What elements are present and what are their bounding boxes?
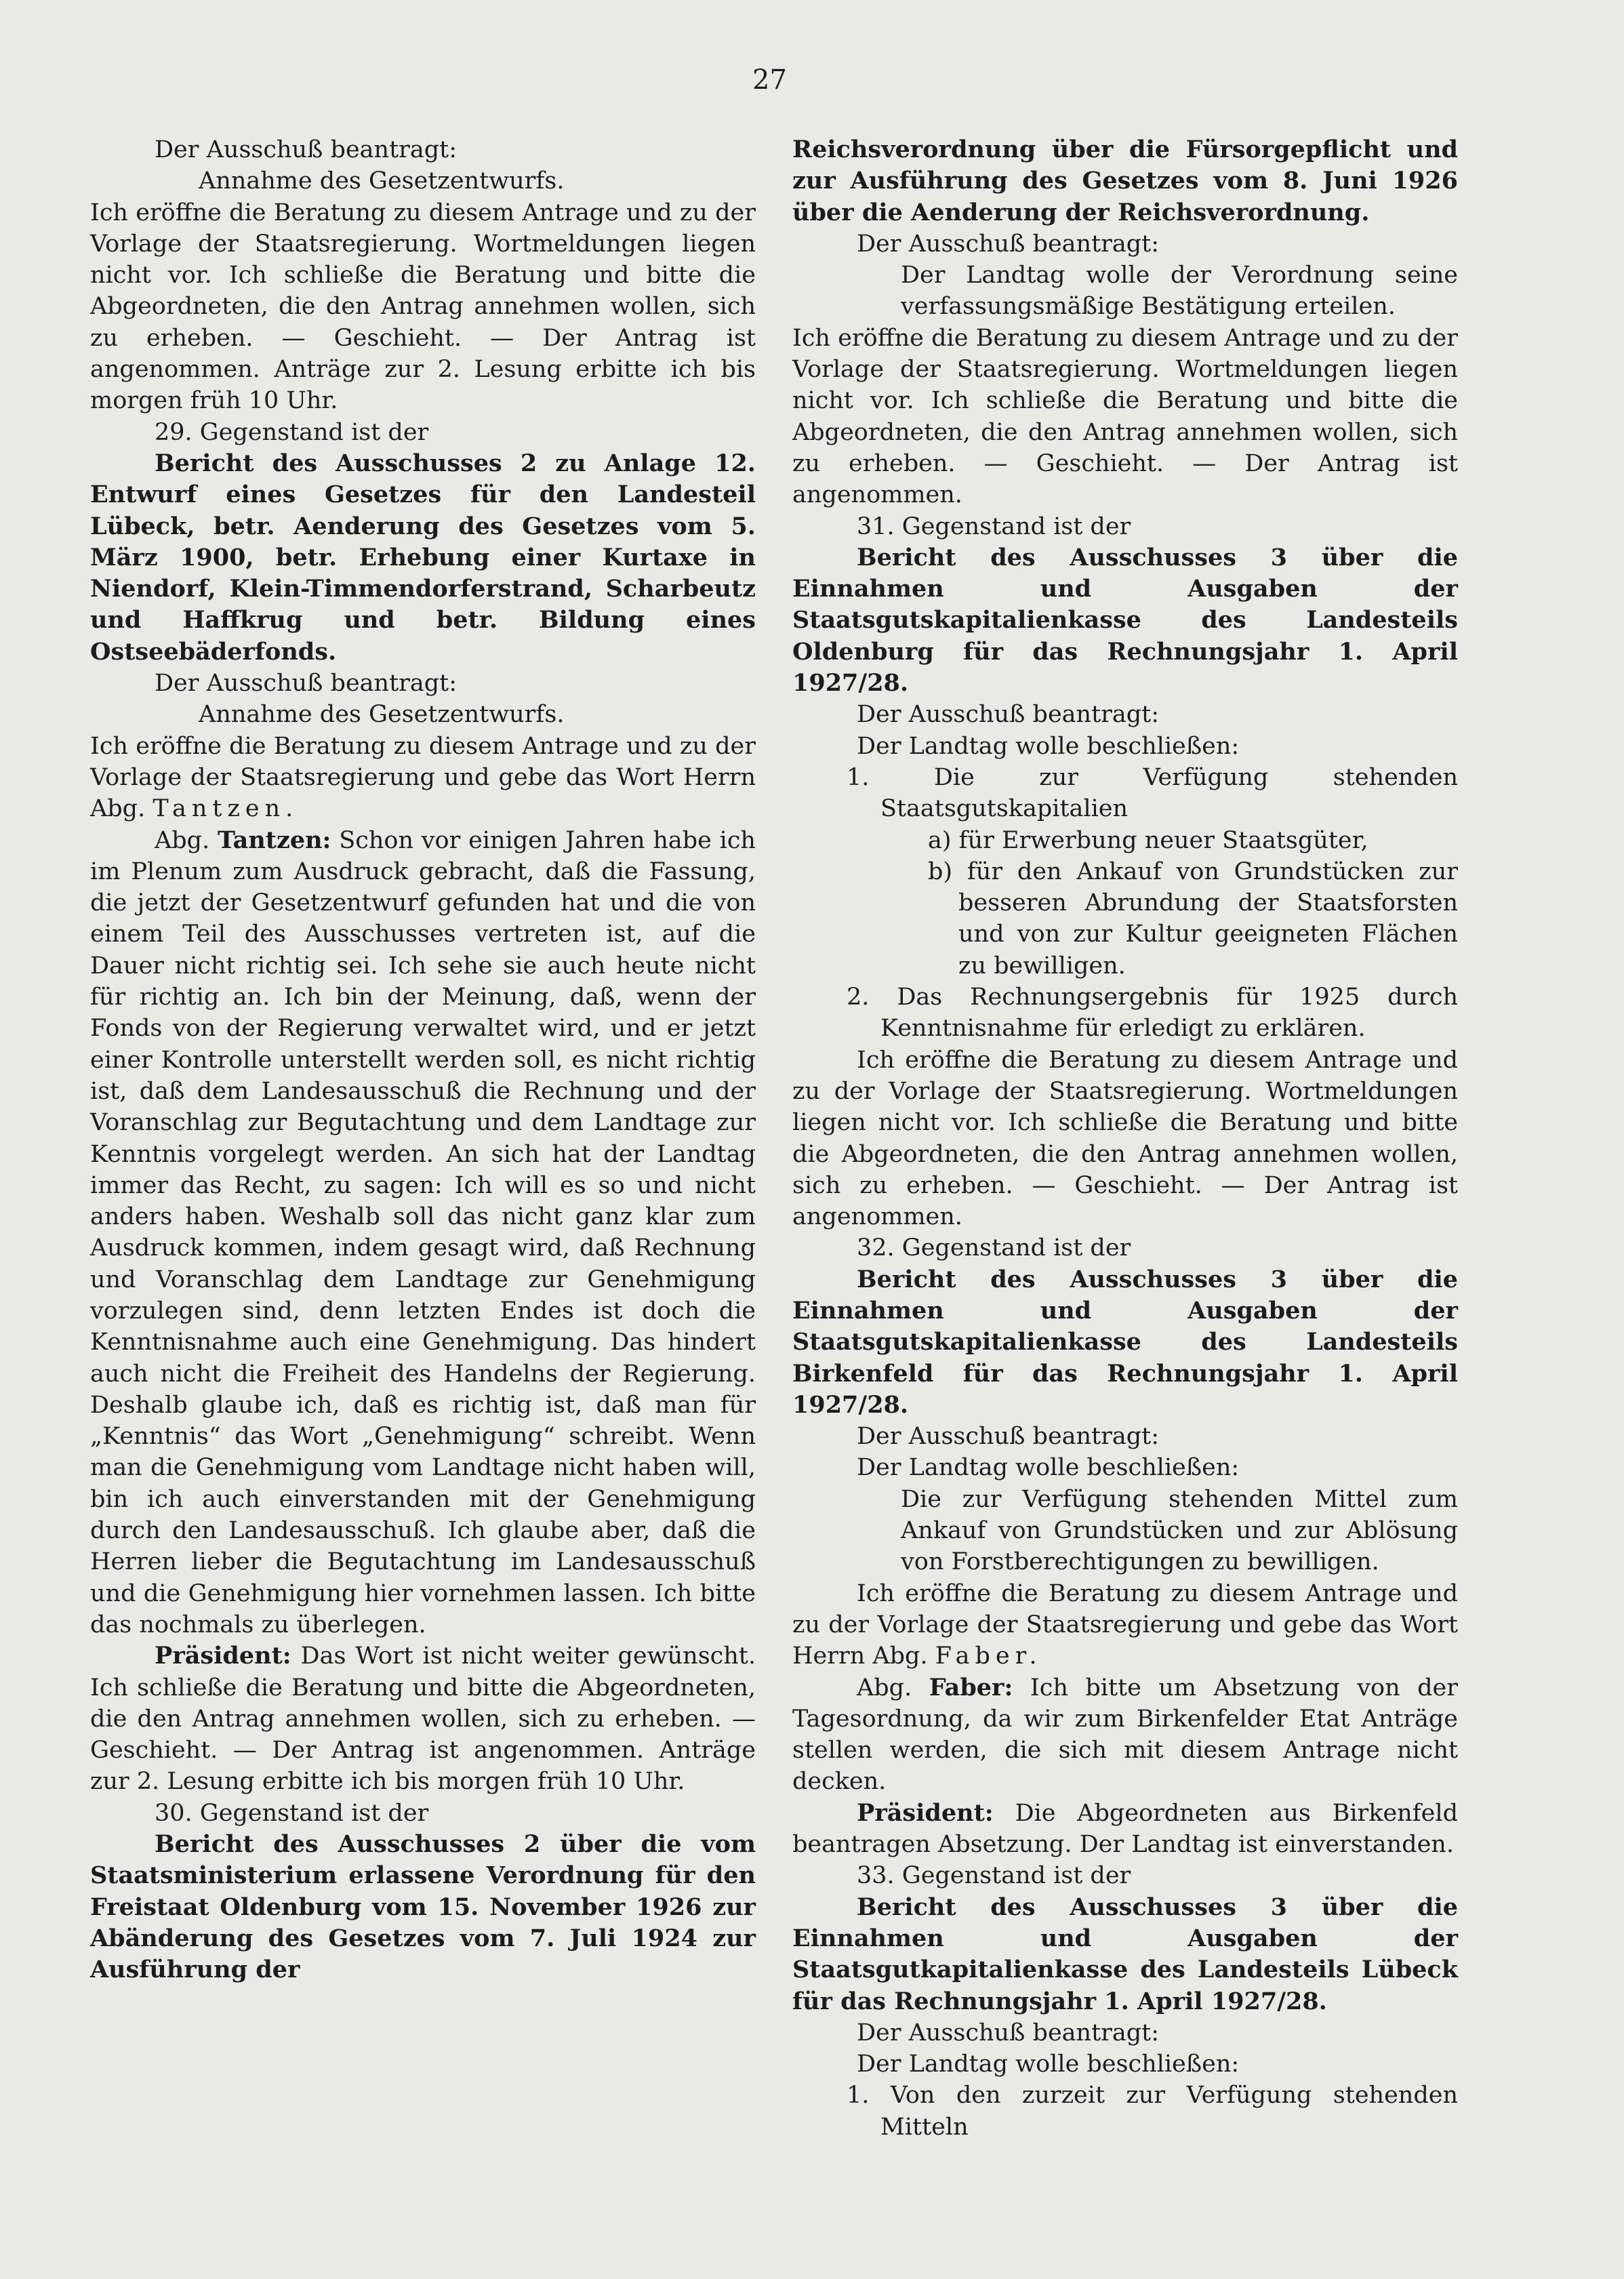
motion-point-1a: a) für Erwerbung neuer Staatsgüter, xyxy=(928,826,1368,854)
speech-faber xyxy=(792,1672,1458,1798)
president-statement: Ich eröffne die Beratung zu diesem Antrage und zu der Vorlage der Staatsregierung. Wortmeldungen liegen nicht vor. Ich schließe die Beratung und bitte die Abgeordneten, die den Antrag annehmen wollen, sich zu erheben. — Geschieht. — Der Antrag ist angenommen. xyxy=(792,1046,1458,1231)
statement-text: Die Abgeordneten aus Birkenfeld beantragen Absetzung. Der Landtag ist einverstanden. xyxy=(792,1799,1458,1859)
speaker-name: Präsident: xyxy=(155,1642,291,1670)
speaker-name: Tantzen. xyxy=(153,795,299,823)
committee-motion: Annahme des Gesetzentwurfs. xyxy=(199,167,565,195)
committee-motion-label: Der Ausschuß beantragt: xyxy=(857,701,1160,729)
committee-motion-label: Der Ausschuß beantragt: xyxy=(857,230,1160,258)
agenda-item-30-title-cont: Reichsverordnung über die Fürsorgepflicht und zur Ausführung des Gesetzes vom 8. Juni 1926 über die Aenderung der Reichsverordnung. xyxy=(792,136,1458,226)
committee-motion: Die zur Verfügung stehenden Mittel zum Ankauf von Grundstücken und zur Ablösung von Forstberechtigungen zu bewilligen. xyxy=(901,1485,1458,1576)
committee-motion-label: Der Ausschuß beantragt: xyxy=(857,1423,1160,1451)
president-statement xyxy=(90,731,756,825)
agenda-item-31: 31. Gegenstand ist der xyxy=(857,512,1131,540)
motion-point-1: 1. Von den zurzeit zur Verfügung stehenden Mitteln xyxy=(847,2082,1458,2141)
agenda-item-29: 29. Gegenstand ist der xyxy=(155,418,429,446)
statement-text: Ich eröffne die Beratung zu diesem Antrage und zu der Vorlage der Staatsregierung und gebe das Wort Herrn Abg. xyxy=(90,732,756,823)
committee-motion-label: Der Ausschuß beantragt: xyxy=(155,136,458,163)
motion-intro: Der Landtag wolle beschließen: xyxy=(857,732,1240,760)
agenda-item-32: 32. Gegenstand ist der xyxy=(857,1234,1131,1262)
agenda-item-33-title: Bericht des Ausschusses 3 über die Einnahmen und Ausgaben der Staatsgutkapitalienkasse des Landesteils Lübeck für das Rechnungsjahr 1. April 1927/28. xyxy=(792,1893,1458,2015)
speaker-name: Tantzen: xyxy=(217,826,331,854)
speech-tantzen xyxy=(90,825,756,1641)
speaker-name: Präsident: xyxy=(857,1798,994,1827)
speaker-name: Faber. xyxy=(935,1642,1042,1670)
president-statement xyxy=(792,1578,1458,1672)
motion-point-1: 1. Die zur Verfügung stehenden Staatsgutskapitalien xyxy=(847,763,1458,823)
agenda-item-30-title: Bericht des Ausschusses 2 über die vom Staatsministerium erlassene Verordnung für den Freistaat Oldenburg vom 15. November 1926 zur Abänderung des Gesetzes vom 7. Juli 1924 zur Ausführung der xyxy=(90,1830,756,1984)
page-number: 27 xyxy=(752,64,787,96)
motion-intro: Der Landtag wolle beschließen: xyxy=(857,1454,1240,1482)
motion-point-2: 2. Das Rechnungsergebnis für 1925 durch Kenntnisnahme für erledigt zu erklären. xyxy=(847,984,1458,1043)
statement-text: Ich eröffne die Beratung zu diesem Antrage und zu der Vorlage der Staatsregierung und gebe das Wort Herrn Abg. xyxy=(792,1579,1458,1670)
agenda-item-32-title: Bericht des Ausschusses 3 über die Einnahmen und Ausgaben der Staatsgutskapitalienkasse des Landesteils Birkenfeld für das Rechnungsjahr 1. April 1927/28. xyxy=(792,1265,1458,1419)
committee-motion-label: Der Ausschuß beantragt: xyxy=(857,2019,1160,2046)
statement-text: Das Wort ist nicht weiter gewünscht. Ich schließe die Beratung und bitte die Abgeordneten, die den Antrag annehmen wollen, sich zu erheben. — Geschieht. — Der Antrag ist angenommen. Anträge zur 2. Lesung erbitte ich bis morgen früh 10 Uhr. xyxy=(90,1642,756,1796)
president-statement xyxy=(90,1640,756,1797)
agenda-item-29-title: Bericht des Ausschusses 2 zu Anlage 12. Entwurf eines Gesetzes für den Landesteil Lübeck, betr. Aenderung des Gesetzes vom 5. März 1900, betr. Erhebung einer Kurtaxe in Niendorf, Klein-Timmendorferstrand, Scharbeutz und Haffkrug und betr. Bildung eines Ostseebäderfonds. xyxy=(90,449,756,666)
agenda-item-33: 33. Gegenstand ist der xyxy=(857,1862,1131,1890)
agenda-item-31-title: Bericht des Ausschusses 3 über die Einnahmen und Ausgaben der Staatsgutskapitalienkasse des Landesteils Oldenburg für das Rechnungsjahr 1. April 1927/28. xyxy=(792,543,1458,698)
left-column xyxy=(90,134,756,1986)
motion-intro: Der Landtag wolle beschließen: xyxy=(857,2051,1240,2078)
committee-motion: Annahme des Gesetzentwurfs. xyxy=(199,701,565,729)
motion-point-1b: b) für den Ankauf von Grundstücken zur besseren Abrundung der Staatsforsten und von zur Kultur geeigneten Flächen zu bewilligen. xyxy=(928,858,1458,980)
agenda-item-30: 30. Gegenstand ist der xyxy=(155,1799,429,1827)
speaker-prefix: Abg. xyxy=(155,826,210,854)
speaker-prefix: Abg. xyxy=(857,1674,912,1701)
president-statement: Ich eröffne die Beratung zu diesem Antrage und zu der Vorlage der Staatsregierung. Wortmeldungen liegen nicht vor. Ich schließe die Beratung und bitte die Abgeordneten, die den Antrag annehmen wollen, sich zu erheben. — Geschieht. — Der Antrag ist angenommen. xyxy=(792,324,1458,509)
speaker-name: Faber: xyxy=(929,1673,1013,1701)
president-statement: Ich eröffne die Beratung zu diesem Antrage und zu der Vorlage der Staatsregierung. Wortmeldungen liegen nicht vor. Ich schließe die Beratung und bitte die Abgeordneten, die den Antrag annehmen wollen, sich zu erheben. — Geschieht. — Der Antrag ist angenommen. Anträge zur 2. Lesung erbitte ich bis morgen früh 10 Uhr. xyxy=(90,199,756,415)
speech-text: Ich bitte um Absetzung von der Tagesordnung, da wir zum Birkenfelder Etat Anträge stellen werden, die sich mit diesem Antrage nicht decken. xyxy=(792,1674,1458,1796)
committee-motion-label: Der Ausschuß beantragt: xyxy=(155,670,458,698)
committee-motion: Der Landtag wolle der Verordnung seine verfassungsmäßige Bestätigung erteilen. xyxy=(901,262,1458,321)
speech-text: Schon vor einigen Jahren habe ich im Plenum zum Ausdruck gebracht, daß die Fassung, die jetzt der Gesetzentwurf gefunden hat und die von einem Teil des Ausschusses vertreten ist, auf die Dauer nicht richtig sei. Ich sehe sie auch heute nicht für richtig an. Ich bin der Meinung, daß, wenn der Fonds von der Regierung verwaltet wird, und er jetzt einer Kontrolle unterstellt werden soll, es nicht richtig ist, daß dem Landesausschuß die Rechnung und der Voranschlag zur Begutachtung und dem Landtage zur Kenntnis vorgelegt werden. An sich hat der Landtag immer das Recht, zu sagen: Ich will es so und nicht anders haben. Weshalb soll das nicht ganz klar zum Ausdruck kommen, indem gesagt wird, daß Rechnung und Voranschlag dem Landtage zur Genehmigung vorzulegen sind, denn letzten Endes ist doch die Kenntnisnahme auch eine Genehmigung. Das hindert auch nicht die Freiheit des Handelns der Regierung. Deshalb glaube ich, daß es richtig ist, daß man für „Kenntnis“ das Wort „Genehmigung“ schreibt. Wenn man die Genehmigung vom Landtage nicht haben will, bin ich auch einverstanden mit der Genehmigung durch den Landesausschuß. Ich glaube aber, daß die Herren lieber die Begutachtung im Landesausschuß und die Genehmigung hier vornehmen lassen. Ich bitte das nochmals zu überlegen. xyxy=(90,826,756,1638)
right-column xyxy=(792,134,1458,2143)
president-statement xyxy=(792,1798,1458,1861)
